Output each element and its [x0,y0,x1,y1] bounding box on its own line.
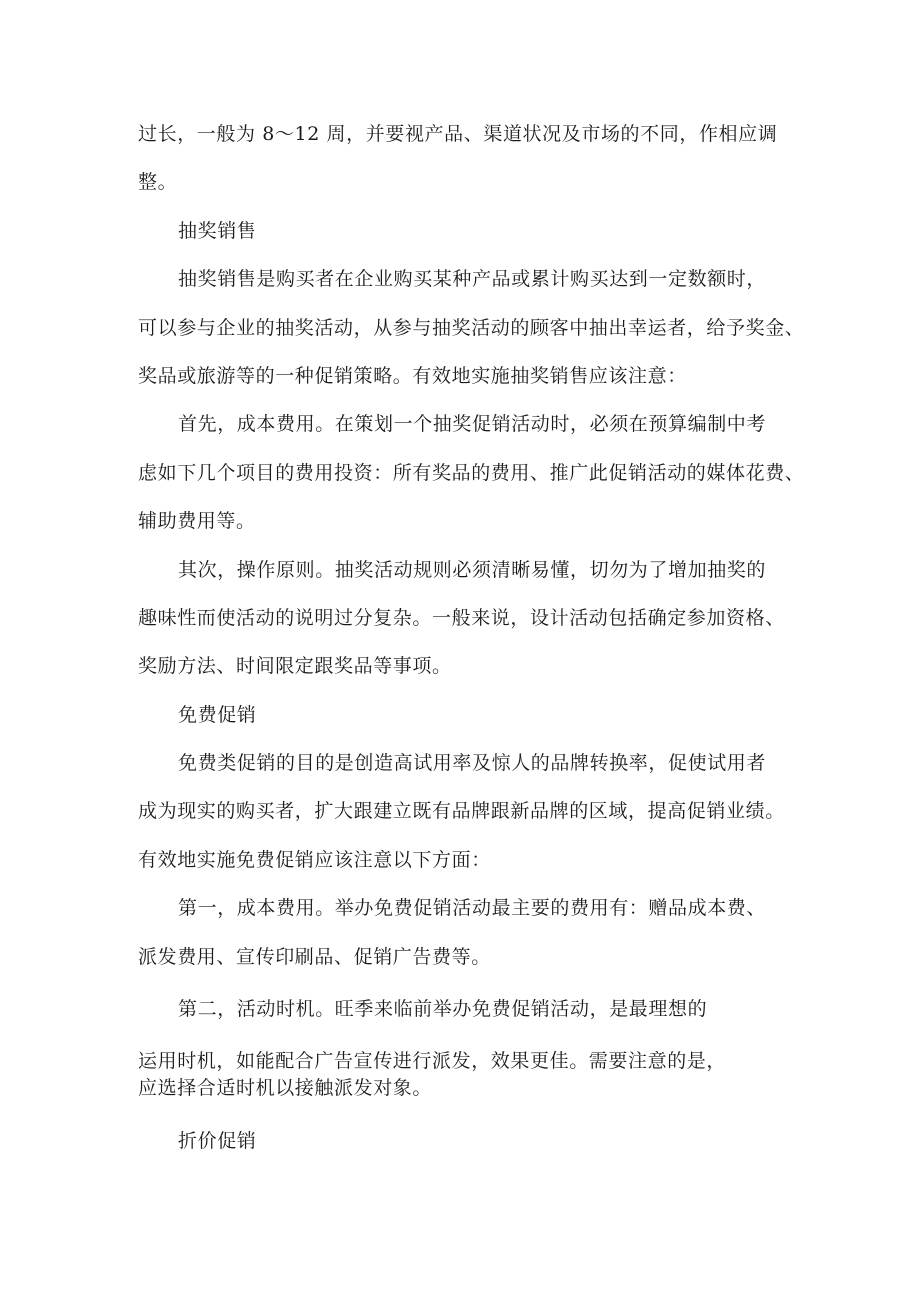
section-heading-discount-promotion: 折价促销 [178,1130,257,1152]
text-line: 免费类促销的目的是创造高试用率及惊人的品牌转换率，促使试用者 [178,752,767,774]
text-line: 奖励方法、时间限定跟奖品等事项。 [138,655,452,677]
text-line: 其次，操作原则。抽奖活动规则必须清晰易懂，切勿为了增加抽奖的 [178,559,767,581]
text-line: 过长，一般为 8～12 周，并要视产品、渠道状况及市场的不同，作相应调 [138,123,778,145]
text-line: 趣味性而使活动的说明过分复杂。一般来说，设计活动包括确定参加资格、 [138,607,785,629]
text-line: 虑如下几个项目的费用投资：所有奖品的费用、推广此促销活动的媒体花费、 [138,462,805,484]
text-line: 抽奖销售是购买者在企业购买某种产品或累计购买达到一定数额时， [178,268,767,290]
text-line: 成为现实的购买者，扩大跟建立既有品牌跟新品牌的区域，提高促销业绩。 [138,800,785,822]
text-line: 辅助费用等。 [138,510,256,532]
section-heading-free-promotion: 免费促销 [178,704,257,726]
section-heading-lottery-sales: 抽奖销售 [178,220,257,242]
text-line: 整。 [138,171,178,193]
text-line: 运用时机，如能配合广告宣传进行派发，效果更佳。需要注意的是， [138,1050,727,1072]
text-line: 第二，活动时机。旺季来临前举办免费促销活动，是最理想的 [178,998,708,1020]
text-line: 首先，成本费用。在策划一个抽奖促销活动时，必须在预算编制中考 [178,413,767,435]
text-line: 有效地实施免费促销应该注意以下方面： [138,849,491,871]
text-line: 奖品或旅游等的一种促销策略。有效地实施抽奖销售应该注意： [138,365,687,387]
text-line: 派发费用、宣传印刷品、促销广告费等。 [138,946,491,968]
text-line: 可以参与企业的抽奖活动，从参与抽奖活动的顾客中抽出幸运者，给予奖金、 [138,317,805,339]
text-line: 应选择合适时机以接触派发对象。 [138,1077,433,1099]
text-line: 第一，成本费用。举办免费促销活动最主要的费用有：赠品成本费、 [178,897,767,919]
